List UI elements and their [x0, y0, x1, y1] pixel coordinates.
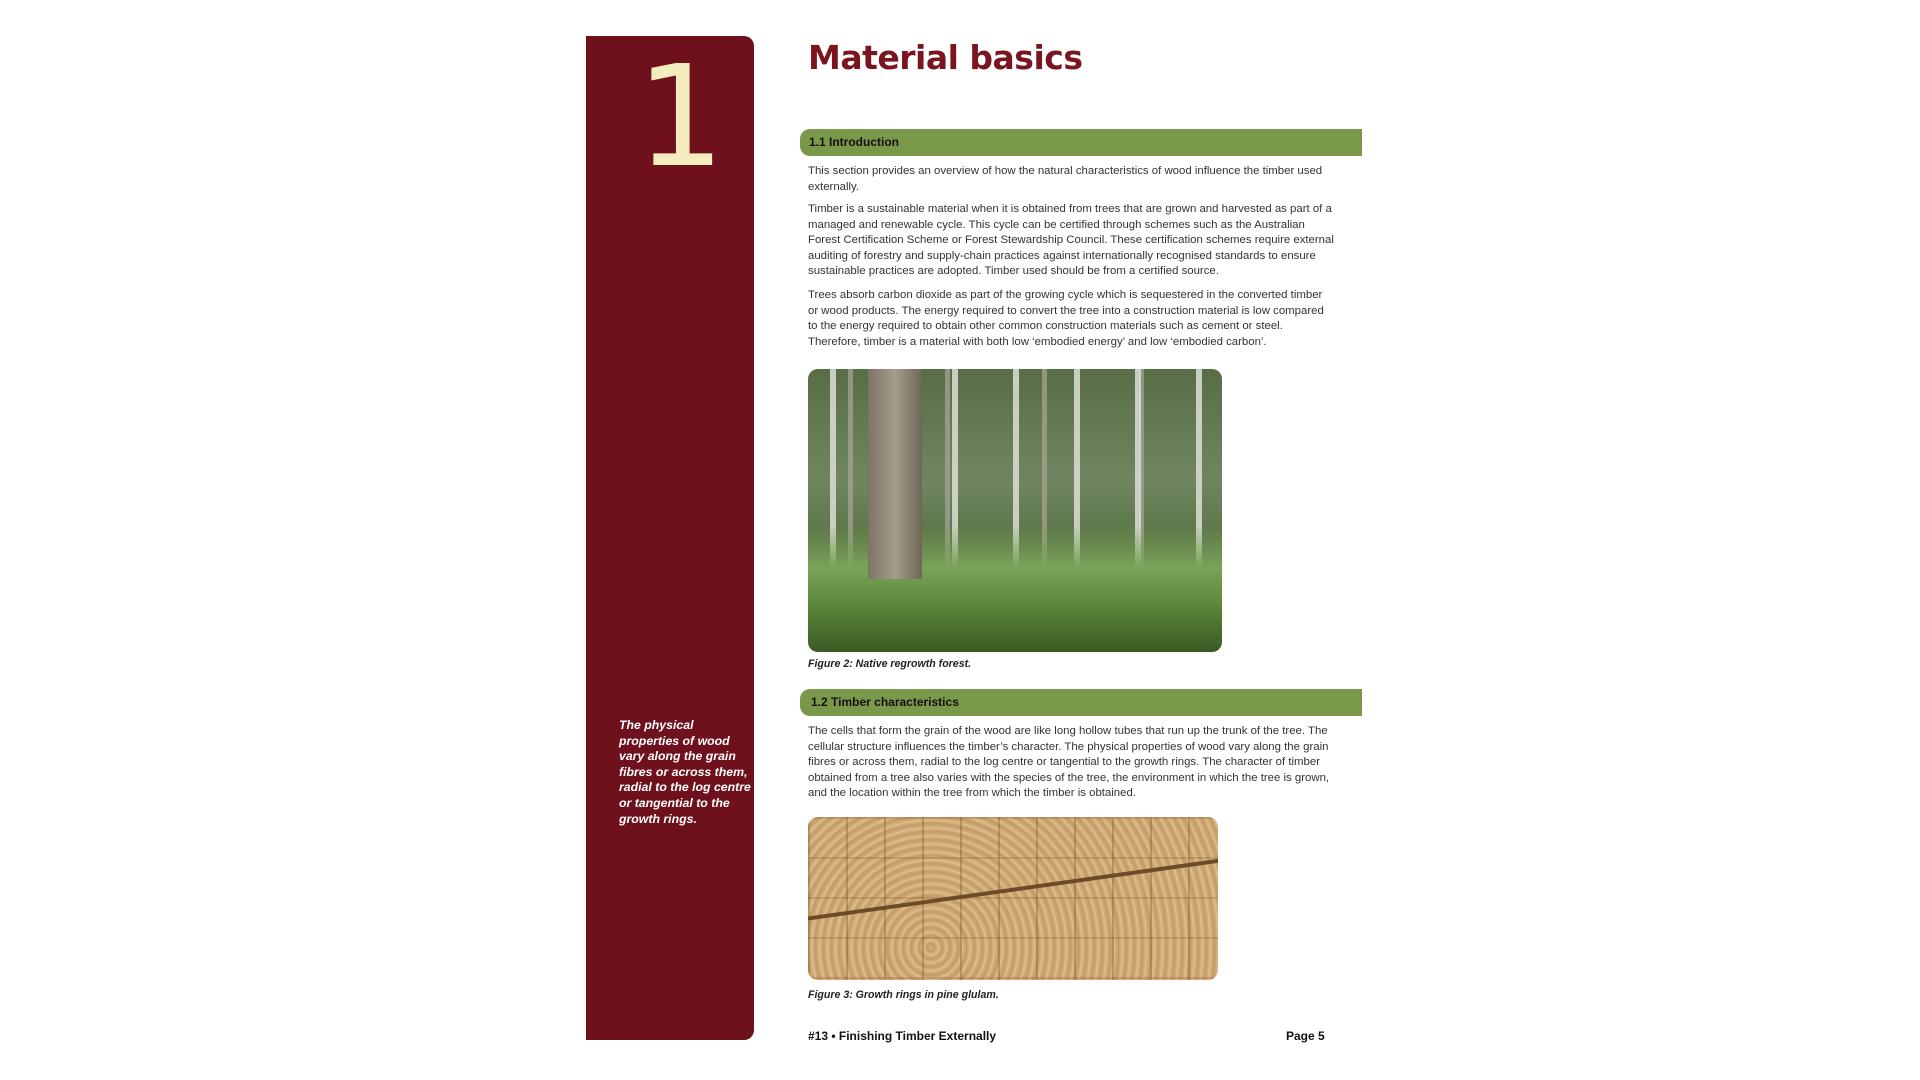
paragraph: This section provides an overview of how the natural characteristics of wood influence the timber used externally.	[808, 165, 1323, 193]
figure-caption: Figure 2: Native regrowth forest.	[808, 658, 972, 670]
chapter-number: 1	[636, 36, 726, 199]
footer-publication: #13 • Finishing Timber Externally	[808, 1029, 997, 1043]
chapter-sidebar	[586, 36, 754, 1040]
section-heading-timber-characteristics	[800, 689, 1362, 716]
page-title: Material basics	[808, 38, 1083, 77]
paragraph: Trees absorb carbon dioxide as part of the growing cycle which is sequestered in the converted timber or wood products. The energy required to convert the tree into a construction material is low compared to the energy required to obtain other common construction materials such as cement or steel. Therefore, timber is a material with both low ‘embodied energy’ and low ‘embodied carbon’.	[808, 289, 1324, 348]
forest-photo	[808, 369, 1222, 652]
footer-page-number: Page 5	[1286, 1029, 1325, 1043]
figure-caption: Figure 3: Growth rings in pine glulam.	[808, 989, 999, 1001]
tree-trunk	[868, 369, 922, 579]
section-heading-label: 1.1 Introduction	[809, 135, 899, 149]
glulam-seam	[808, 855, 1218, 923]
paragraph: Timber is a sustainable material when it is obtained from trees that are grown and harvested as part of a managed and renewable cycle. This cycle can be certified through schemes such as the Australian Forest Certification Scheme or Forest Stewardship Council. These certification schemes require external auditing of forestry and supply-chain practices against internationally recognised standards to ensure sustainable practices are adopted. Timber used should be from a certified source.	[808, 203, 1334, 278]
section-heading-label: 1.2 Timber characteristics	[811, 695, 959, 709]
section-heading-introduction	[800, 129, 1362, 156]
glulam-photo	[808, 817, 1218, 980]
paragraph: The cells that form the grain of the wood are like long hollow tubes that run up the trunk of the tree. The cellular structure influences the timber’s character. The physical properties of wood vary along the grain fibres or across them, radial to the log centre or tangential to the growth rings. The character of timber obtained from a tree also varies with the species of the tree, the environment in which the tree is grown, and the location within the tree from which the timber is obtained.	[808, 725, 1330, 800]
pull-quote: The physical properties of wood vary along the grain fibres or across them, radial to the log centre or tangential to the growth rings.	[619, 718, 751, 826]
